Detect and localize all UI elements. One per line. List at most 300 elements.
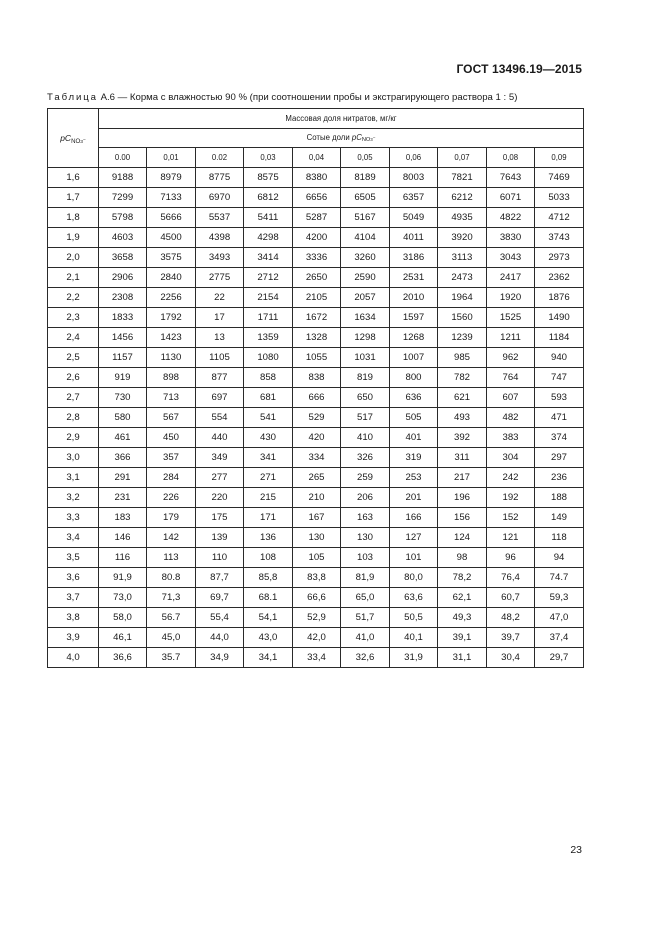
table-cell: 45,0 — [147, 628, 196, 648]
table-cell: 3920 — [438, 228, 487, 248]
table-row — [48, 368, 584, 388]
table-cell: 650 — [341, 388, 390, 408]
column-header: 0,07 — [438, 148, 487, 168]
table-cell: 666 — [293, 388, 341, 408]
table-cell: 2531 — [390, 268, 438, 288]
caption-label: Таблица — [47, 92, 98, 103]
table-cell: 51,7 — [341, 608, 390, 628]
table-cell: 5798 — [99, 208, 147, 228]
table-cell: 127 — [390, 528, 438, 548]
table-cell: 730 — [99, 388, 147, 408]
table-row — [48, 328, 584, 348]
table-cell: 3658 — [99, 248, 147, 268]
table-cell: 1672 — [293, 308, 341, 328]
table-cell: 374 — [535, 428, 584, 448]
table-cell: 96 — [487, 548, 535, 568]
row-label: 3,3 — [48, 508, 99, 528]
column-header: 0,04 — [293, 148, 341, 168]
table-row — [48, 528, 584, 548]
table-cell: 56.7 — [147, 608, 196, 628]
table-cell: 277 — [196, 468, 244, 488]
table-cell: 838 — [293, 368, 341, 388]
table-cell: 392 — [438, 428, 487, 448]
table-cell: 819 — [341, 368, 390, 388]
table-cell: 6357 — [390, 188, 438, 208]
table-cell: 2362 — [535, 268, 584, 288]
row-label: 1,6 — [48, 168, 99, 188]
table-cell: 71,3 — [147, 588, 196, 608]
table-cell: 113 — [147, 548, 196, 568]
table-cell: 76,4 — [487, 568, 535, 588]
row-label: 2,3 — [48, 308, 99, 328]
row-header-pc: $pC_{NO3^-}$ — [48, 109, 99, 168]
table-cell: 201 — [390, 488, 438, 508]
table-row — [48, 428, 584, 448]
table-cell: 8775 — [196, 168, 244, 188]
table-row — [48, 548, 584, 568]
table-cell: 121 — [487, 528, 535, 548]
table-cell: 1634 — [341, 308, 390, 328]
table-cell: 3336 — [293, 248, 341, 268]
table-cell: 401 — [390, 428, 438, 448]
table-cell: 32,6 — [341, 648, 390, 668]
table-cell: 541 — [244, 408, 293, 428]
table-cell: 166 — [390, 508, 438, 528]
row-label: 2,2 — [48, 288, 99, 308]
table-cell: 304 — [487, 448, 535, 468]
table-cell: 5411 — [244, 208, 293, 228]
column-header: 0,08 — [487, 148, 535, 168]
table-cell: 35.7 — [147, 648, 196, 668]
table-cell: 78,2 — [438, 568, 487, 588]
table-cell: 1031 — [341, 348, 390, 368]
row-label: 3,1 — [48, 468, 99, 488]
row-label: 3,4 — [48, 528, 99, 548]
table-cell: 1130 — [147, 348, 196, 368]
table-cell: 747 — [535, 368, 584, 388]
table-cell: 206 — [341, 488, 390, 508]
table-cell: 4500 — [147, 228, 196, 248]
table-cell: 116 — [99, 548, 147, 568]
table-cell: 73,0 — [99, 588, 147, 608]
table-cell: 1007 — [390, 348, 438, 368]
table-cell: 7469 — [535, 168, 584, 188]
table-cell: 554 — [196, 408, 244, 428]
table-cell: 242 — [487, 468, 535, 488]
table-cell: 29,7 — [535, 648, 584, 668]
table-cell: 2775 — [196, 268, 244, 288]
table-cell: 37,4 — [535, 628, 584, 648]
table-row — [48, 188, 584, 208]
table-cell: 420 — [293, 428, 341, 448]
row-label: 3,6 — [48, 568, 99, 588]
table-cell: 461 — [99, 428, 147, 448]
table-cell: 580 — [99, 408, 147, 428]
table-cell: 94 — [535, 548, 584, 568]
table-cell: 40,1 — [390, 628, 438, 648]
table-cell: 482 — [487, 408, 535, 428]
table-cell: 1423 — [147, 328, 196, 348]
table-cell: 3414 — [244, 248, 293, 268]
table-cell: 36,6 — [99, 648, 147, 668]
table-cell: 2973 — [535, 248, 584, 268]
row-label: 3,2 — [48, 488, 99, 508]
column-header: 0,09 — [535, 148, 584, 168]
table-cell: 171 — [244, 508, 293, 528]
table-cell: 3260 — [341, 248, 390, 268]
table-cell: 55,4 — [196, 608, 244, 628]
row-label: 2,6 — [48, 368, 99, 388]
table-cell: 4398 — [196, 228, 244, 248]
table-cell: 1833 — [99, 308, 147, 328]
table-cell: 30,4 — [487, 648, 535, 668]
table-row — [48, 388, 584, 408]
table-cell: 44,0 — [196, 628, 244, 648]
row-label: 1,7 — [48, 188, 99, 208]
table-cell: 80,0 — [390, 568, 438, 588]
table-cell: 39,7 — [487, 628, 535, 648]
table-cell: 366 — [99, 448, 147, 468]
row-label: 1,8 — [48, 208, 99, 228]
table-cell: 4011 — [390, 228, 438, 248]
table-row — [48, 568, 584, 588]
table-cell: 80.8 — [147, 568, 196, 588]
table-cell: 5666 — [147, 208, 196, 228]
table-cell: 85,8 — [244, 568, 293, 588]
table-cell: 898 — [147, 368, 196, 388]
column-header-row — [48, 148, 584, 168]
table-cell: 163 — [341, 508, 390, 528]
row-label: 1,9 — [48, 228, 99, 248]
row-label: 3,8 — [48, 608, 99, 628]
group-header: Массовая доля нитратов, мг/кг — [99, 109, 584, 129]
table-cell: 3186 — [390, 248, 438, 268]
column-header: 0.02 — [196, 148, 244, 168]
table-cell: 49,3 — [438, 608, 487, 628]
table-cell: 43,0 — [244, 628, 293, 648]
table-cell: 985 — [438, 348, 487, 368]
table-cell: 52,9 — [293, 608, 341, 628]
table-cell: 7133 — [147, 188, 196, 208]
table-cell: 33,4 — [293, 648, 341, 668]
table-cell: 2650 — [293, 268, 341, 288]
table-cell: 2473 — [438, 268, 487, 288]
table-cell: 357 — [147, 448, 196, 468]
table-cell: 6212 — [438, 188, 487, 208]
table-cell: 4298 — [244, 228, 293, 248]
table-cell: 7821 — [438, 168, 487, 188]
table-cell: 62,1 — [438, 588, 487, 608]
table-cell: 265 — [293, 468, 341, 488]
table-cell: 1359 — [244, 328, 293, 348]
table-cell: 22 — [196, 288, 244, 308]
table-cell: 142 — [147, 528, 196, 548]
table-cell: 6071 — [487, 188, 535, 208]
table-cell: 4822 — [487, 208, 535, 228]
table-cell: 1490 — [535, 308, 584, 328]
table-cell: 259 — [341, 468, 390, 488]
table-cell: 130 — [341, 528, 390, 548]
table-cell: 66,6 — [293, 588, 341, 608]
row-label: 2,8 — [48, 408, 99, 428]
row-label: 3,9 — [48, 628, 99, 648]
column-header: 0,06 — [390, 148, 438, 168]
table-cell: 31,1 — [438, 648, 487, 668]
table-cell: 858 — [244, 368, 293, 388]
table-cell: 8575 — [244, 168, 293, 188]
table-cell: 83,8 — [293, 568, 341, 588]
table-cell: 167 — [293, 508, 341, 528]
table-cell: 713 — [147, 388, 196, 408]
table-cell: 1876 — [535, 288, 584, 308]
table-cell: 493 — [438, 408, 487, 428]
table-cell: 179 — [147, 508, 196, 528]
table-cell: 183 — [99, 508, 147, 528]
table-cell: 156 — [438, 508, 487, 528]
table-cell: 192 — [487, 488, 535, 508]
table-cell: 8003 — [390, 168, 438, 188]
table-cell: 87,7 — [196, 568, 244, 588]
table-cell: 105 — [293, 548, 341, 568]
table-row — [48, 268, 584, 288]
table-cell: 81,9 — [341, 568, 390, 588]
table-cell: 50,5 — [390, 608, 438, 628]
table-cell: 17 — [196, 308, 244, 328]
table-cell: 450 — [147, 428, 196, 448]
table-cell: 6505 — [341, 188, 390, 208]
table-cell: 341 — [244, 448, 293, 468]
table-cell: 334 — [293, 448, 341, 468]
table-cell: 326 — [341, 448, 390, 468]
table-cell: 1711 — [244, 308, 293, 328]
table-cell: 91,9 — [99, 568, 147, 588]
table-cell: 4712 — [535, 208, 584, 228]
table-cell: 5033 — [535, 188, 584, 208]
table-cell: 34,9 — [196, 648, 244, 668]
table-cell: 1597 — [390, 308, 438, 328]
table-cell: 1328 — [293, 328, 341, 348]
table-cell: 69,7 — [196, 588, 244, 608]
table-cell: 103 — [341, 548, 390, 568]
table-cell: 621 — [438, 388, 487, 408]
table-cell: 58,0 — [99, 608, 147, 628]
table-cell: 2308 — [99, 288, 147, 308]
table-cell: 63,6 — [390, 588, 438, 608]
table-cell: 2105 — [293, 288, 341, 308]
table-cell: 593 — [535, 388, 584, 408]
table-cell: 8979 — [147, 168, 196, 188]
table-cell: 5537 — [196, 208, 244, 228]
table-cell: 636 — [390, 388, 438, 408]
table-cell: 188 — [535, 488, 584, 508]
table-cell: 471 — [535, 408, 584, 428]
table-cell: 124 — [438, 528, 487, 548]
table-cell: 130 — [293, 528, 341, 548]
table-cell: 98 — [438, 548, 487, 568]
table-cell: 1792 — [147, 308, 196, 328]
table-cell: 1298 — [341, 328, 390, 348]
table-cell: 8189 — [341, 168, 390, 188]
table-cell: 196 — [438, 488, 487, 508]
table-cell: 146 — [99, 528, 147, 548]
table-cell: 1184 — [535, 328, 584, 348]
row-label: 3,5 — [48, 548, 99, 568]
table-cell: 2712 — [244, 268, 293, 288]
table-cell: 383 — [487, 428, 535, 448]
table-cell: 1239 — [438, 328, 487, 348]
table-cell: 13 — [196, 328, 244, 348]
table-cell: 529 — [293, 408, 341, 428]
table-cell: 349 — [196, 448, 244, 468]
table-cell: 8380 — [293, 168, 341, 188]
table-cell: 6656 — [293, 188, 341, 208]
table-row — [48, 468, 584, 488]
table-cell: 1525 — [487, 308, 535, 328]
table-cell: 440 — [196, 428, 244, 448]
table-row — [48, 168, 584, 188]
table-cell: 1211 — [487, 328, 535, 348]
table-cell: 1456 — [99, 328, 147, 348]
table-cell: 4935 — [438, 208, 487, 228]
table-cell: 800 — [390, 368, 438, 388]
table-cell: 46,1 — [99, 628, 147, 648]
table-cell: 5287 — [293, 208, 341, 228]
table-cell: 4104 — [341, 228, 390, 248]
table-cell: 139 — [196, 528, 244, 548]
table-cell: 3493 — [196, 248, 244, 268]
table-row — [48, 228, 584, 248]
table-cell: 1560 — [438, 308, 487, 328]
column-header: 0,03 — [244, 148, 293, 168]
table-cell: 607 — [487, 388, 535, 408]
table-row — [48, 308, 584, 328]
table-row — [48, 408, 584, 428]
table-cell: 271 — [244, 468, 293, 488]
table-cell: 47,0 — [535, 608, 584, 628]
table-cell: 152 — [487, 508, 535, 528]
table-cell: 3743 — [535, 228, 584, 248]
column-header: 0,01 — [147, 148, 196, 168]
table-cell: 2256 — [147, 288, 196, 308]
table-cell: 311 — [438, 448, 487, 468]
table-cell: 297 — [535, 448, 584, 468]
table-cell: 3043 — [487, 248, 535, 268]
table-cell: 4603 — [99, 228, 147, 248]
row-label: 2,0 — [48, 248, 99, 268]
column-header: 0.00 — [99, 148, 147, 168]
table-cell: 74.7 — [535, 568, 584, 588]
table-cell: 697 — [196, 388, 244, 408]
table-cell: 39,1 — [438, 628, 487, 648]
table-cell: 681 — [244, 388, 293, 408]
table-cell: 6970 — [196, 188, 244, 208]
table-cell: 253 — [390, 468, 438, 488]
table-row — [48, 248, 584, 268]
row-label: 2,4 — [48, 328, 99, 348]
row-label: 2,7 — [48, 388, 99, 408]
table-cell: 877 — [196, 368, 244, 388]
table-cell: 175 — [196, 508, 244, 528]
row-label: 3,0 — [48, 448, 99, 468]
table-cell: 291 — [99, 468, 147, 488]
table-cell: 215 — [244, 488, 293, 508]
table-caption — [47, 92, 517, 103]
table-cell: 517 — [341, 408, 390, 428]
table-cell: 5049 — [390, 208, 438, 228]
table-cell: 284 — [147, 468, 196, 488]
table-cell: 31,9 — [390, 648, 438, 668]
table-cell: 1055 — [293, 348, 341, 368]
table-cell: 34,1 — [244, 648, 293, 668]
row-label: 3,7 — [48, 588, 99, 608]
table-cell: 42,0 — [293, 628, 341, 648]
table-cell: 410 — [341, 428, 390, 448]
table-cell: 2906 — [99, 268, 147, 288]
table-cell: 60,7 — [487, 588, 535, 608]
table-cell: 319 — [390, 448, 438, 468]
table-cell: 236 — [535, 468, 584, 488]
table-cell: 2590 — [341, 268, 390, 288]
table-cell: 1157 — [99, 348, 147, 368]
table-cell: 3830 — [487, 228, 535, 248]
table-row — [48, 508, 584, 528]
table-cell: 430 — [244, 428, 293, 448]
table-cell: 940 — [535, 348, 584, 368]
table-cell: 2417 — [487, 268, 535, 288]
table-row — [48, 288, 584, 308]
table-row — [48, 608, 584, 628]
table-row — [48, 348, 584, 368]
table-cell: 65,0 — [341, 588, 390, 608]
table-row — [48, 448, 584, 468]
table-cell: 210 — [293, 488, 341, 508]
table-body — [48, 168, 584, 668]
table-cell: 2154 — [244, 288, 293, 308]
table-cell: 7299 — [99, 188, 147, 208]
table-row — [48, 648, 584, 668]
document-code: ГОСТ 13496.19—2015 — [456, 62, 582, 76]
table-row — [48, 488, 584, 508]
table-cell: 4200 — [293, 228, 341, 248]
row-label: 4,0 — [48, 648, 99, 668]
table-cell: 220 — [196, 488, 244, 508]
table-cell: 1080 — [244, 348, 293, 368]
row-label: 2,9 — [48, 428, 99, 448]
table-cell: 110 — [196, 548, 244, 568]
table-cell: 136 — [244, 528, 293, 548]
page-number: 23 — [570, 844, 582, 856]
table-cell: 149 — [535, 508, 584, 528]
table-cell: 5167 — [341, 208, 390, 228]
nitrate-table — [47, 108, 584, 668]
table-cell: 782 — [438, 368, 487, 388]
table-row — [48, 588, 584, 608]
table-row — [48, 208, 584, 228]
caption-title: А.6 — Корма с влажностью 90 % (при соотношении пробы и экстрагирующего раствора 1 : 5) — [97, 92, 518, 103]
table-row — [48, 628, 584, 648]
table-cell: 919 — [99, 368, 147, 388]
table-cell: 59,3 — [535, 588, 584, 608]
row-label: 2,1 — [48, 268, 99, 288]
table-cell: 567 — [147, 408, 196, 428]
table-cell: 101 — [390, 548, 438, 568]
table-cell: 2840 — [147, 268, 196, 288]
table-cell: 1964 — [438, 288, 487, 308]
table-cell: 108 — [244, 548, 293, 568]
table-cell: 226 — [147, 488, 196, 508]
table-cell: 41,0 — [341, 628, 390, 648]
table-cell: 231 — [99, 488, 147, 508]
